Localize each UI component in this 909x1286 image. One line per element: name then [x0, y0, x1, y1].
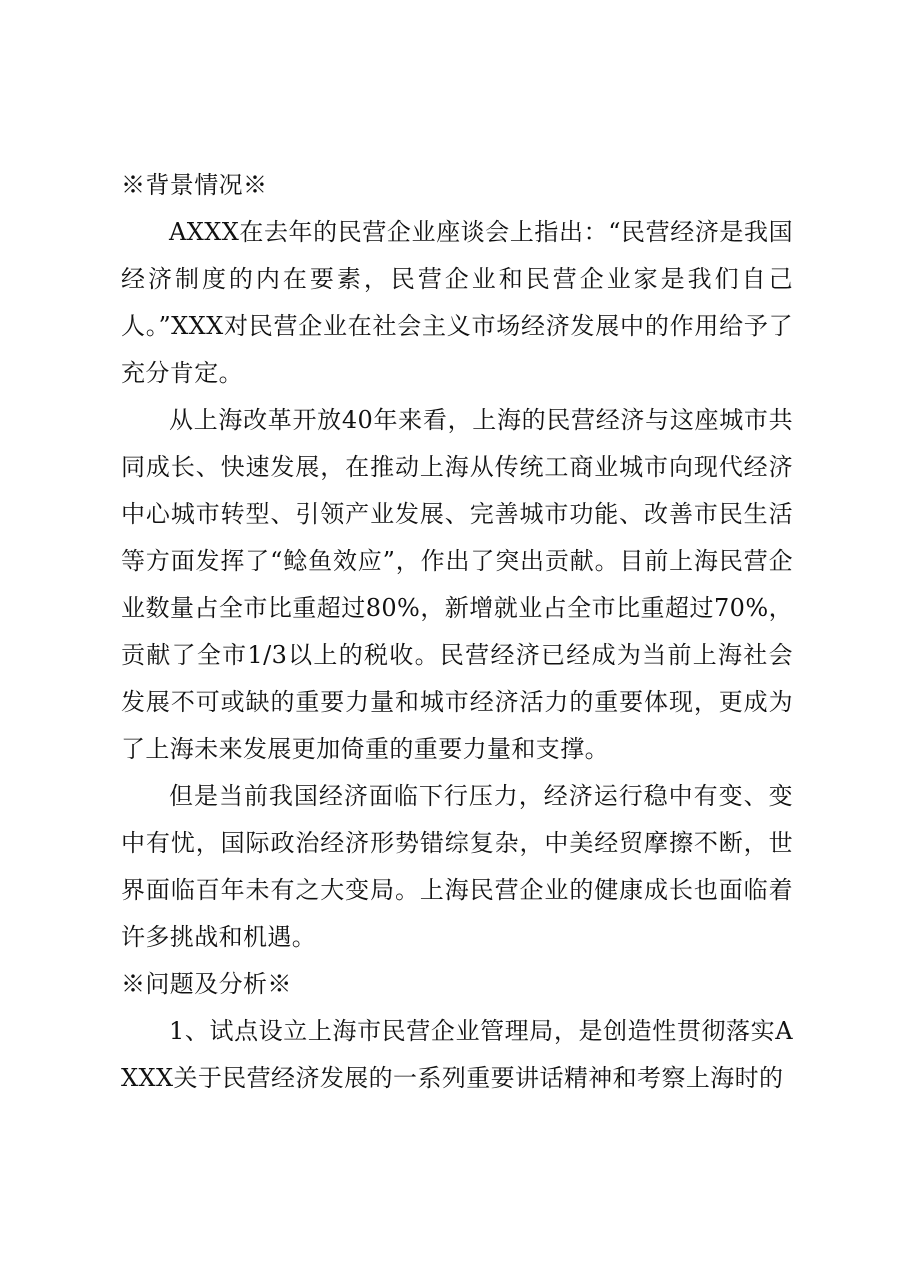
- document-body: [121, 162, 793, 1102]
- section-background: [121, 162, 793, 961]
- paragraph: 从上海改革开放40年来看，上海的民营经济与这座城市共同成长、快速发展，在推动上海从传统工商业城市向现代经济中心城市转型、引领产业发展、完善城市功能、改善市民生活等方面发挥了“鲶鱼效应”，作出了突出贡献。目前上海民营企业数量占全市比重超过80%，新增就业占全市比重超过70%，贡献了全市1/3以上的税收。民营经济已经成为当前上海社会发展不可或缺的重要力量和城市经济活力的重要体现，更成为了上海未来发展更加倚重的重要力量和支撑。: [121, 406, 793, 763]
- section-problems-analysis: [121, 961, 793, 1102]
- section-heading-background: ※背景情况※: [121, 171, 268, 199]
- paragraph: 但是当前我国经济面临下行压力，经济运行稳中有变、变中有忧，国际政治经济形势错综复杂，中美经贸摩擦不断，世界面临百年未有之大变局。上海民营企业的健康成长也面临着许多挑战和机遇。: [121, 782, 793, 951]
- paragraph: AXXX在去年的民营企业座谈会上指出：“民营经济是我国经济制度的内在要素，民营企业和民营企业家是我们自己人。”XXX对民营企业在社会主义市场经济发展中的作用给予了充分肯定。: [121, 218, 793, 387]
- section-heading-problems-analysis: ※问题及分析※: [121, 970, 292, 998]
- paragraph: 1、试点设立上海市民营企业管理局，是创造性贯彻落实AXXX关于民营经济发展的一系列重要讲话精神和考察上海时的: [121, 1017, 793, 1092]
